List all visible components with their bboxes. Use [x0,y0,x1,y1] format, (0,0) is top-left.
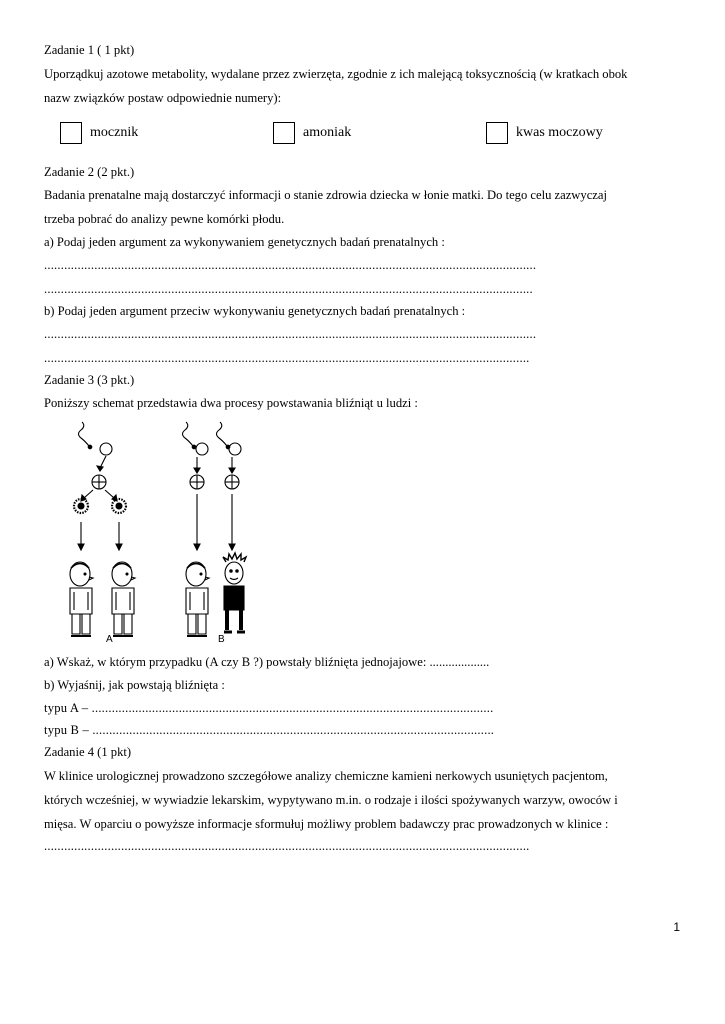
task2-heading: Zadanie 2 (2 pkt.) [44,165,135,179]
task4-text-line1: W klinice urologicznej prowadzono szczegółowe analizy chemiczne kamieni nerkowych usuniętych pacjentom, [44,769,608,783]
task4-heading: Zadanie 4 (1 pkt) [44,745,132,759]
child-a1-figure [70,562,93,636]
task3-question-b: b) Wyjaśnij, jak powstają bliźnięta : [44,678,225,692]
task4-text-line3: mięsa. W oparciu o powyższe informacje sformułuj możliwy problem badawczy prac prowadzonych w klinice : [44,817,609,831]
option-label-mocznik: mocznik [90,125,139,140]
option-kwas-moczowy [486,120,603,146]
child-a2-figure [112,562,135,636]
child-b2-figure [223,553,246,632]
answer-line-a2[interactable]: .................................................................................................................................................. [44,282,533,296]
option-label-kwas-moczowy: kwas moczowy [516,125,603,140]
answer-line-task4[interactable]: ................................................................................................................................................. [44,839,530,853]
answer-line-b1[interactable]: ................................................................................................................................................... [44,327,537,341]
twins-diagram [60,418,270,648]
option-amoniak [273,120,351,146]
label-a: A [106,634,113,645]
task3-heading: Zadanie 3 (3 pkt.) [44,373,135,387]
zygote-b2-icon [225,475,239,489]
task3-intro: Poniższy schemat przedstawia dwa procesy powstawania bliźniąt u ludzi : [44,396,418,410]
egg-a-icon [100,443,112,455]
answer-box-kwas-moczowy[interactable] [486,122,508,144]
egg-b2-icon [229,443,241,455]
page-number: 1 [673,920,680,934]
sperm-a-icon [79,422,90,446]
process-b-diagram [183,422,242,550]
child-b1-figure [186,562,209,636]
egg-b1-icon [196,443,208,455]
task1-instruction-line1: Uporządkuj azotowe metabolity, wydalane przez zwierzęta, zgodnie z ich malejącą toksycznością (w kratkach obok [44,67,628,81]
option-mocznik [60,120,138,146]
answer-line-type-b[interactable]: typu B – ........................................................................................................................ [44,723,495,737]
task1-instruction-line2: nazw związków postaw odpowiednie numery): [44,91,282,105]
answer-box-mocznik[interactable] [60,122,82,144]
answer-line-a1[interactable]: ................................................................................................................................................... [44,258,537,272]
task4-text-line2: których wcześniej, w wywiadzie lekarskim, wypytywano m.in. o rodzaje i ilości spożywanych warzyw, owoców i [44,793,618,807]
task3-question-a[interactable]: a) Wskaż, w którym przypadku (A czy B ?) powstały bliźnięta jednojajowe: ................... [44,655,490,669]
embryo-a2-icon [112,499,126,513]
answer-line-b2[interactable]: ................................................................................................................................................. [44,351,530,365]
option-label-amoniak: amoniak [303,125,352,140]
answer-line-type-a[interactable]: typu A – ........................................................................................................................ [44,701,494,715]
zygote-b1-icon [190,475,204,489]
task1-heading: Zadanie 1 ( 1 pkt) [44,43,135,57]
label-b: B [218,634,225,645]
process-a-diagram [74,422,126,550]
sperm-b1-icon [183,422,194,446]
task2-question-a: a) Podaj jeden argument za wykonywaniem genetycznych badań prenatalnych : [44,235,445,249]
task2-intro-line2: trzeba pobrać do analizy pewne komórki płodu. [44,212,285,226]
sperm-b2-icon [217,422,228,446]
answer-box-amoniak[interactable] [273,122,295,144]
task2-intro-line1: Badania prenatalne mają dostarczyć informacji o stanie zdrowia dziecka w łonie matki. Do tego celu zazwyczaj [44,188,607,202]
task2-question-b: b) Podaj jeden argument przeciw wykonywaniu genetycznych badań prenatalnych : [44,304,466,318]
